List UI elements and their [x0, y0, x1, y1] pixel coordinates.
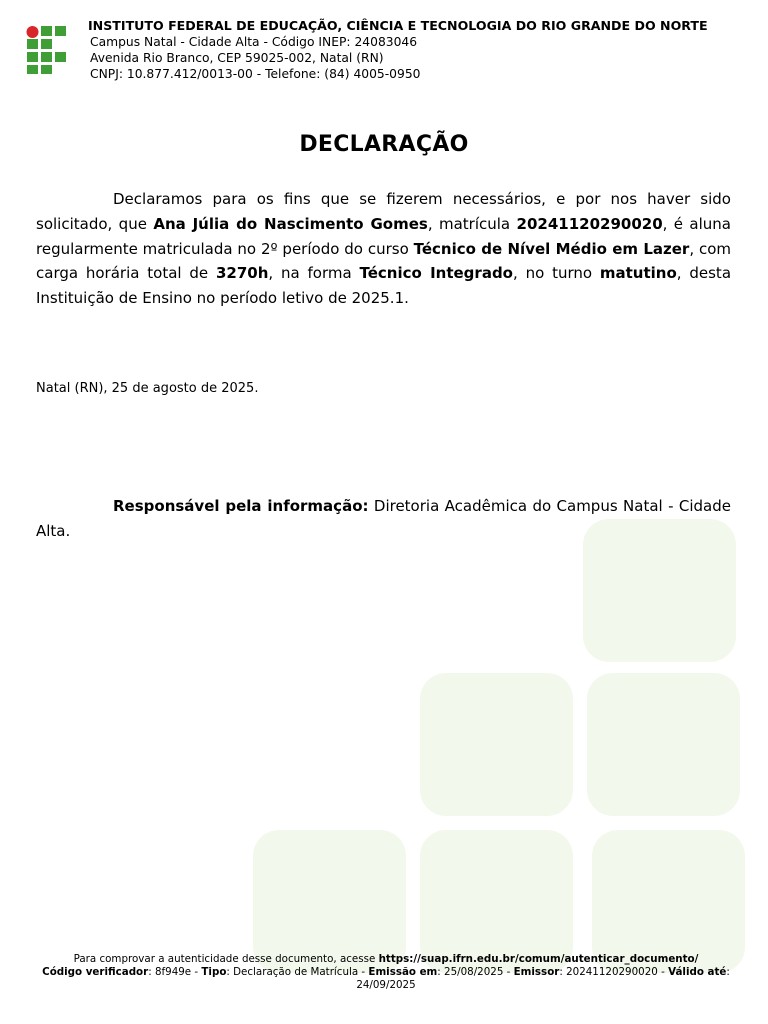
course-name: Técnico de Nível Médio em Lazer — [413, 239, 690, 258]
authentication-url[interactable]: https://suap.ifrn.edu.br/comum/autenticar_documento/ — [378, 953, 699, 965]
course-modality: Técnico Integrado — [359, 264, 513, 283]
declaration-body — [36, 187, 731, 311]
verifier-value: : 8f949e - — [148, 966, 202, 978]
student-name: Ana Júlia do Nascimento Gomes — [153, 214, 428, 233]
issue-value: : 25/08/2025 - — [437, 966, 514, 978]
body-text-segment: , com carga horária total de — [36, 239, 732, 283]
authentication-footer — [36, 953, 736, 992]
watermark-square — [592, 830, 745, 973]
body-text-segment: , na forma — [268, 264, 360, 283]
type-value: : Declaração de Matrícula - — [226, 966, 369, 978]
document-title: DECLARAÇÃO — [299, 132, 469, 157]
footer-line-1 — [36, 953, 736, 966]
footer-text: Para comprovar a autenticidade desse documento, acesse — [73, 953, 379, 965]
document-header — [26, 18, 746, 88]
footer-line-2 — [36, 966, 736, 992]
body-text-segment: , é aluna regularmente matriculada no 2º período do curso — [36, 214, 731, 258]
responsible-info — [36, 494, 731, 544]
ifrn-logo-icon — [26, 24, 68, 74]
issuer-value: : 20241120290020 - — [559, 966, 669, 978]
workload: 3270h — [215, 264, 269, 283]
place-and-date: Natal (RN), 25 de agosto de 2025. — [36, 381, 259, 396]
watermark-square — [420, 673, 573, 816]
institution-name: INSTITUTO FEDERAL DE EDUCAÇÃO, CIÊNCIA E TECNOLOGIA DO RIO GRANDE DO NORTE — [88, 18, 708, 33]
registration-number: 20241120290020 — [516, 214, 663, 233]
address-info: Avenida Rio Branco, CEP 59025-002, Natal (RN) — [90, 51, 384, 65]
watermark-square — [420, 830, 573, 973]
watermark-square — [587, 673, 740, 816]
type-label: Tipo — [201, 966, 227, 978]
campus-info: Campus Natal - Cidade Alta - Código INEP: 24083046 — [90, 35, 418, 49]
body-text-segment: , no turno — [512, 264, 600, 283]
body-text-segment: , matrícula — [427, 214, 517, 233]
institution-info — [88, 18, 708, 82]
issue-label: Emissão em — [368, 966, 438, 978]
valid-until-value: : 24/09/2025 — [356, 966, 730, 991]
responsible-label: Responsável pela informação: — [113, 497, 369, 515]
verifier-label: Código verificador — [42, 966, 149, 978]
class-shift: matutino — [599, 264, 677, 283]
valid-until-label: Válido até — [668, 966, 727, 978]
watermark-square — [253, 830, 406, 973]
responsible-value: Diretoria Acadêmica do Campus Natal - Cidade Alta. — [36, 497, 731, 540]
body-text-segment: , desta Instituição de Ensino no período letivo de 2025.1. — [36, 264, 732, 308]
issuer-label: Emissor — [513, 966, 560, 978]
contact-info: CNPJ: 10.877.412/0013-00 - Telefone: (84) 4005-0950 — [90, 67, 421, 81]
body-text-segment: Declaramos para os fins que se fizerem necessários, e por nos haver sido solicitado, que — [36, 190, 731, 233]
